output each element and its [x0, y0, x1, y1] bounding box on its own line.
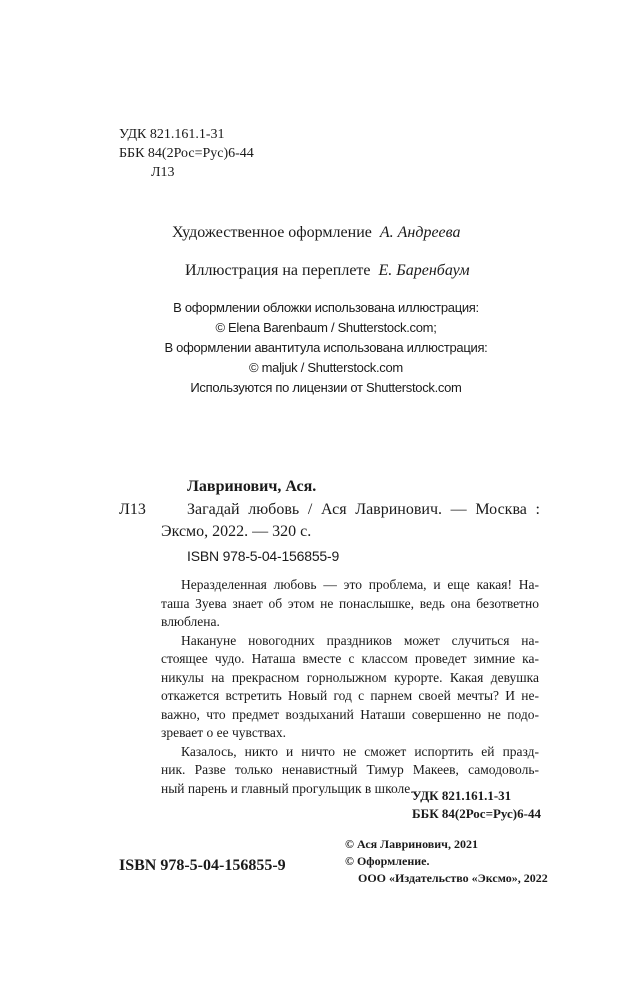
footer-isbn: ISBN 978-5-04-156855-9: [119, 857, 286, 874]
design-credit: [172, 224, 461, 242]
image-credit-line: В оформлении авантитула использована иллюстрация:: [164, 340, 488, 355]
annotation-line: никулы на прекрасном горнолыжном курорте. Какая девушка: [161, 669, 539, 685]
design-label: Художественное оформление: [172, 224, 372, 241]
annotation-line: зревает о ее чувствах.: [161, 725, 287, 740]
annotation-udk: УДК 821.161.1-31: [412, 788, 512, 803]
copyright-publisher: ООО «Издательство «Эксмо», 2022: [358, 871, 548, 885]
illustration-credit: [185, 262, 470, 280]
illustration-label: Иллюстрация на переплете: [185, 262, 371, 279]
catalog-code: Л13: [119, 501, 146, 518]
annotation-bbk: ББК 84(2Рос=Рус)6-44: [412, 806, 541, 821]
annotation: [161, 576, 539, 798]
annotation-line: Казалось, никто и ничто не сможет испортить ей празд-: [181, 743, 539, 759]
udk-code: УДК 821.161.1-31: [119, 127, 225, 142]
annotation-line: стоящее чудо. Наташа вместе с классом проведет зимние ка-: [161, 651, 539, 666]
image-credit-line: © Elena Barenbaum / Shutterstock.com;: [215, 320, 437, 335]
catalog-title-line: Загадай любовь / Ася Лавринович. — Москва :: [187, 501, 540, 518]
copyright-author: © Ася Лавринович, 2021: [345, 837, 478, 851]
image-credit-line: Используются по лицензии от Shutterstock.com: [190, 380, 462, 395]
design-name: А. Андреева: [379, 224, 461, 241]
annotation-line: ник. Разве только ненавистный Тимур Макеев, самодоволь-: [161, 762, 539, 777]
catalog-author: Лавринович, Ася.: [187, 478, 317, 495]
image-credit-line: В оформлении обложки использована иллюстрация:: [173, 300, 479, 315]
author-sign: Л13: [151, 165, 175, 180]
catalog-isbn: ISBN 978-5-04-156855-9: [187, 548, 340, 564]
annotation-line: влюблена.: [161, 614, 220, 629]
annotation-line: Накануне новогодних праздников может случиться на-: [181, 632, 539, 648]
catalog-publisher-line: Эксмо, 2022. — 320 с.: [161, 523, 312, 540]
annotation-line: ный парень и главный прогульщик в школе.: [161, 780, 414, 796]
annotation-line: таша Зуева знает об этом не понаслышке, ведь она безответно: [161, 595, 539, 611]
bbk-code: ББК 84(2Рос=Рус)6-44: [119, 146, 254, 161]
annotation-line: важно, что предмет воздыханий Наташи совершенно не подо-: [161, 706, 539, 722]
annotation-line: Неразделенная любовь — это проблема, и еще какая! На-: [181, 577, 539, 592]
illustration-name: Е. Баренбаум: [378, 262, 470, 279]
annotation-line: откажется встретить Новый год с парнем своей мечты? И не-: [161, 688, 539, 703]
image-credit-line: © maljuk / Shutterstock.com: [249, 360, 403, 375]
copyright-design: © Оформление.: [345, 854, 430, 868]
